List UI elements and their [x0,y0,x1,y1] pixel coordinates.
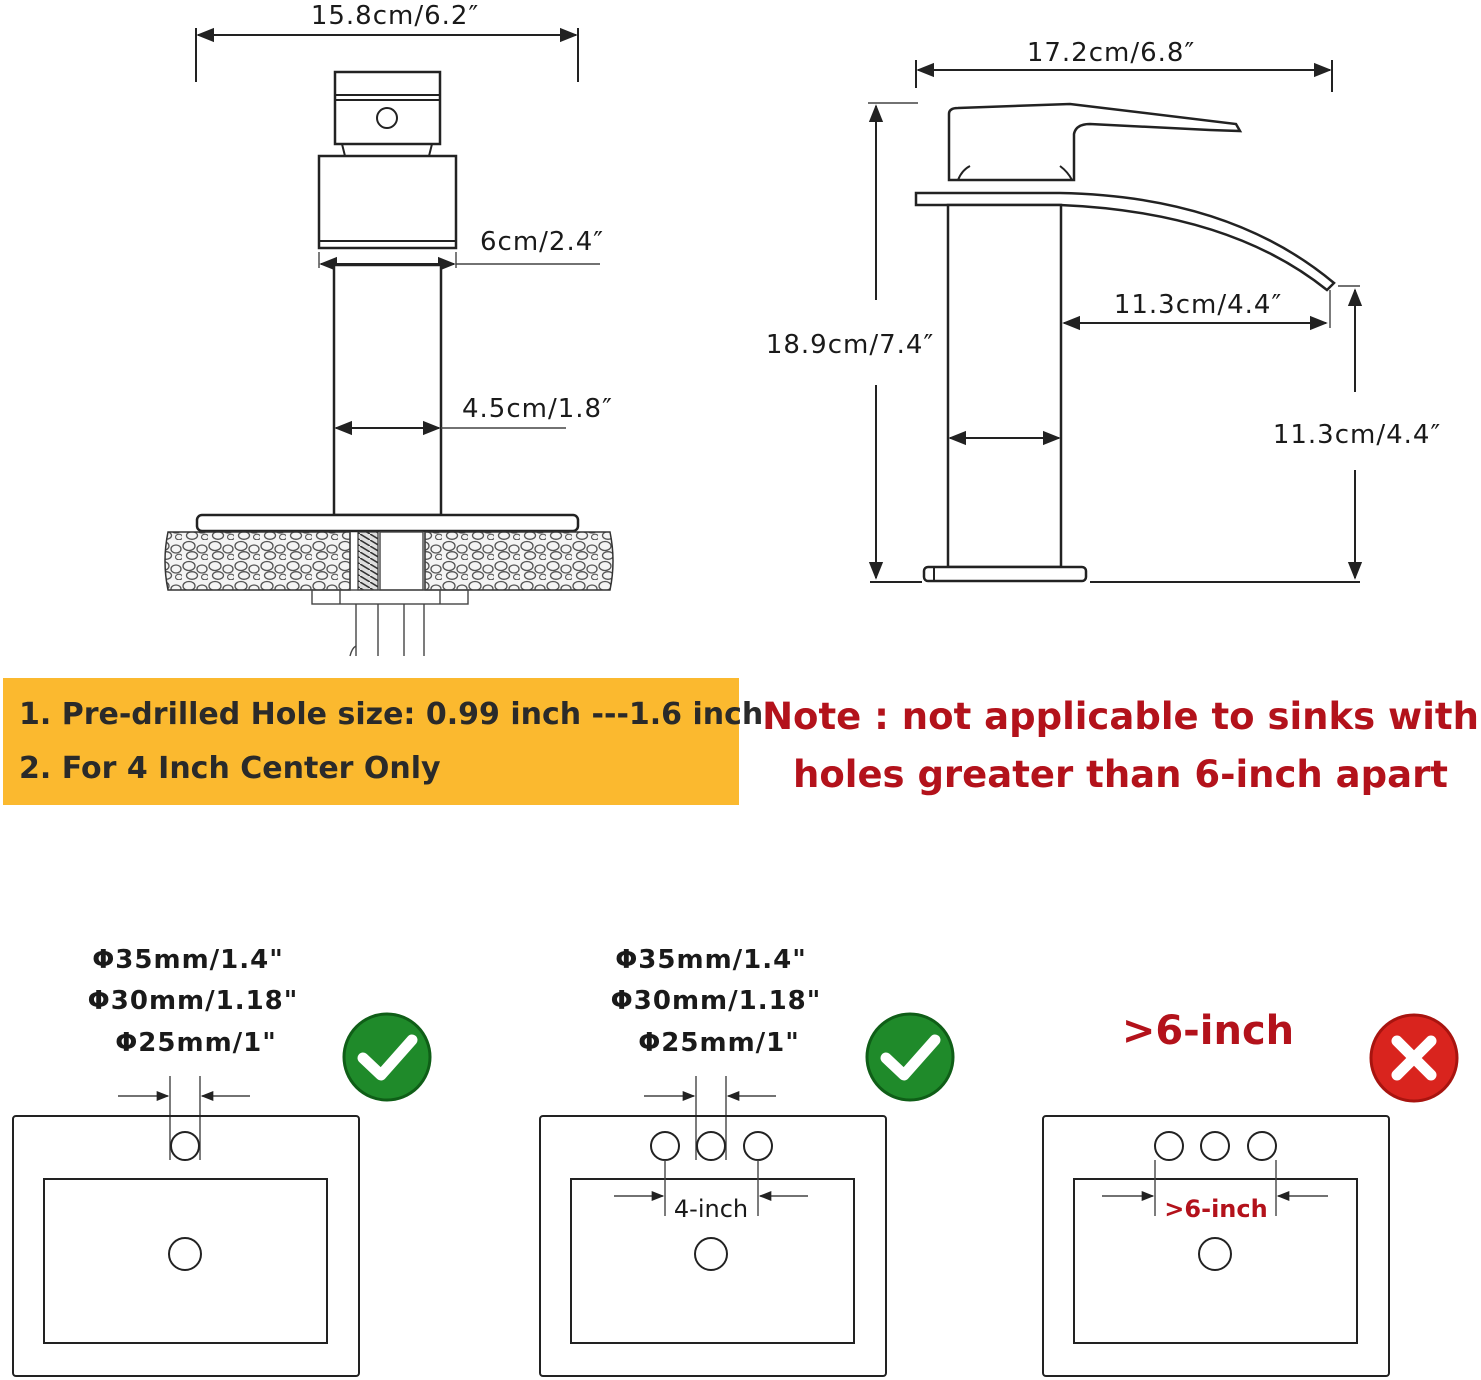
sink-over-6-inch [1043,1008,1457,1376]
sink-4-inch-center [540,945,953,1376]
front-body-label: 6cm/2.4″ [480,227,604,257]
faucet-hole [1201,1132,1229,1160]
info-line-center: 2. For 4 Inch Center Only [19,751,441,786]
sink-outline [1043,1116,1389,1376]
sink-outline [540,1116,886,1376]
side-height-label: 18.9cm/7.4″ [765,330,935,360]
base-plate [197,515,578,531]
hole-spec-25mm: Φ25mm/1" [115,1028,277,1058]
faucet-hole [1248,1132,1276,1160]
hole-spec-35mm: Φ35mm/1.4" [615,945,807,975]
over-6-inch-distance-label: >6-inch [1164,1195,1268,1223]
basin-outline [44,1179,327,1343]
center-distance-label: 4-inch [673,1195,749,1223]
side-spout-width-label: 17.2cm/6.8″ [1026,38,1196,68]
countertop-right [425,532,613,590]
side-reach-label: 11.3cm/4.4″ [1113,290,1283,320]
faucet-hole [697,1132,725,1160]
sink-single-hole [13,945,430,1376]
front-view [165,1,613,656]
check-icon [867,1014,953,1100]
front-column-label: 4.5cm/1.8″ [462,394,613,424]
hole-size-info-box [3,678,764,805]
faucet-hole [744,1132,772,1160]
countertop-left [165,532,350,590]
side-base-plate [924,567,1086,581]
faucet-hole [651,1132,679,1160]
faucet-hole [1155,1132,1183,1160]
hole-spec-30mm: Φ30mm/1.18" [87,986,299,1016]
hole-spec-25mm: Φ25mm/1" [638,1028,800,1058]
side-column [948,205,1061,567]
note-line-1: Note : not applicable to sinks with [762,695,1479,738]
mounting-thread [358,532,378,590]
drain-hole [1199,1238,1231,1270]
drain-hole [695,1238,727,1270]
compatibility-note [760,688,1481,804]
sink-outline [13,1116,359,1376]
hole-spec-35mm: Φ35mm/1.4" [92,945,284,975]
over-6-inch-title: >6-inch [1121,1008,1295,1054]
lever-handle [949,104,1240,180]
check-icon [344,1014,430,1100]
cross-icon [1371,1015,1457,1101]
side-spout-height-label: 11.3cm/4.4″ [1272,420,1442,450]
hole-spec-30mm: Φ30mm/1.18" [610,986,822,1016]
faucet-column [334,265,441,515]
note-line-2: holes greater than 6-inch apart [793,753,1448,796]
info-line-hole-size: 1. Pre-drilled Hole size: 0.99 inch ---1.6 inch [19,697,764,732]
front-width-label: 15.8cm/6.2″ [310,1,480,31]
mounting-nut [312,590,468,604]
side-view [766,38,1441,582]
faucet-body [319,156,456,248]
faucet-hole [171,1132,199,1160]
drain-hole [169,1238,201,1270]
